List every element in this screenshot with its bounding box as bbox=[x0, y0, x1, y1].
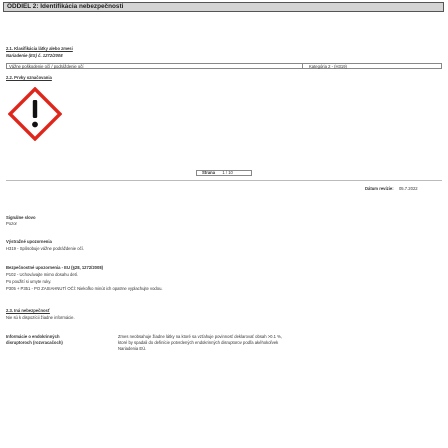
classification-heading: 2.1. Klasifikácia látky alebo zmesi bbox=[6, 46, 73, 51]
precautionary-p102: P102 - Uchovávajte mimo dosahu detí. bbox=[6, 272, 79, 277]
hazard-category: Kategória 2 - (H319) bbox=[309, 64, 347, 69]
signal-word-value: Pozor bbox=[6, 221, 17, 226]
other-hazards-value: Nie sú k dispozícii žiadne informácie. bbox=[6, 315, 75, 320]
ghs07-exclamation-icon bbox=[8, 87, 62, 141]
endocrine-text-line3: Nariadenia EÚ. bbox=[118, 346, 147, 351]
page-number: 1 / 10 bbox=[222, 170, 233, 175]
precautionary-p305: P305 + P351 - PO ZASIAHNUTÍ OČÍ: Niekoľko minút ich opatrne vyplachujte vodou. bbox=[6, 286, 163, 291]
hazard-class: Vážne poškodenie očí / podráždenie očí bbox=[9, 64, 84, 69]
endocrine-text-line1: Zmes neobsahuje žiadne látky na ktoré sa vzťahuje povinnosť deklarovať obsah >0.1 %, bbox=[118, 334, 283, 339]
revision-label: Dátum revízie: bbox=[365, 186, 394, 191]
page-indicator bbox=[196, 170, 252, 176]
endocrine-label-line1: Informácie o endokrinných bbox=[6, 334, 60, 339]
hazard-statement-h319: H319 - Spôsobuje vážne podráždenie očí. bbox=[6, 246, 84, 251]
endocrine-text-line2: ktoré by spadali do definície potvrdených endokrinných disruptorov podľa akéhokoľvek bbox=[118, 340, 279, 345]
regulation-reference: Nariadenie (ES) č. 1272/2008 bbox=[6, 53, 63, 58]
precautionary-label: Bezpečnostné upozornenia - EU (§28, 1272/2008) bbox=[6, 265, 104, 270]
classification-row bbox=[6, 63, 442, 69]
section-header: ODDIEL 2: Identifikácia nebezpečnosti bbox=[3, 2, 444, 12]
other-hazards-heading: 2.3. Iná nebezpečnosť bbox=[6, 308, 50, 313]
label-elements-heading: 2.2. Prvky označovania bbox=[6, 75, 52, 80]
signal-word-label: Signálne slovo bbox=[6, 215, 36, 220]
page-label: Strana bbox=[202, 170, 216, 175]
precautionary-note: Po použití si umyte ruky. bbox=[6, 279, 52, 284]
hazard-statements-label: Výstražné upozornenia bbox=[6, 239, 52, 244]
revision-block bbox=[365, 186, 418, 191]
endocrine-label-line2: disruptoroch (rozvracačoch) bbox=[6, 340, 63, 345]
page-divider bbox=[6, 180, 442, 181]
classification-divider bbox=[302, 64, 303, 68]
revision-date: 05.7.2022 bbox=[398, 186, 418, 191]
